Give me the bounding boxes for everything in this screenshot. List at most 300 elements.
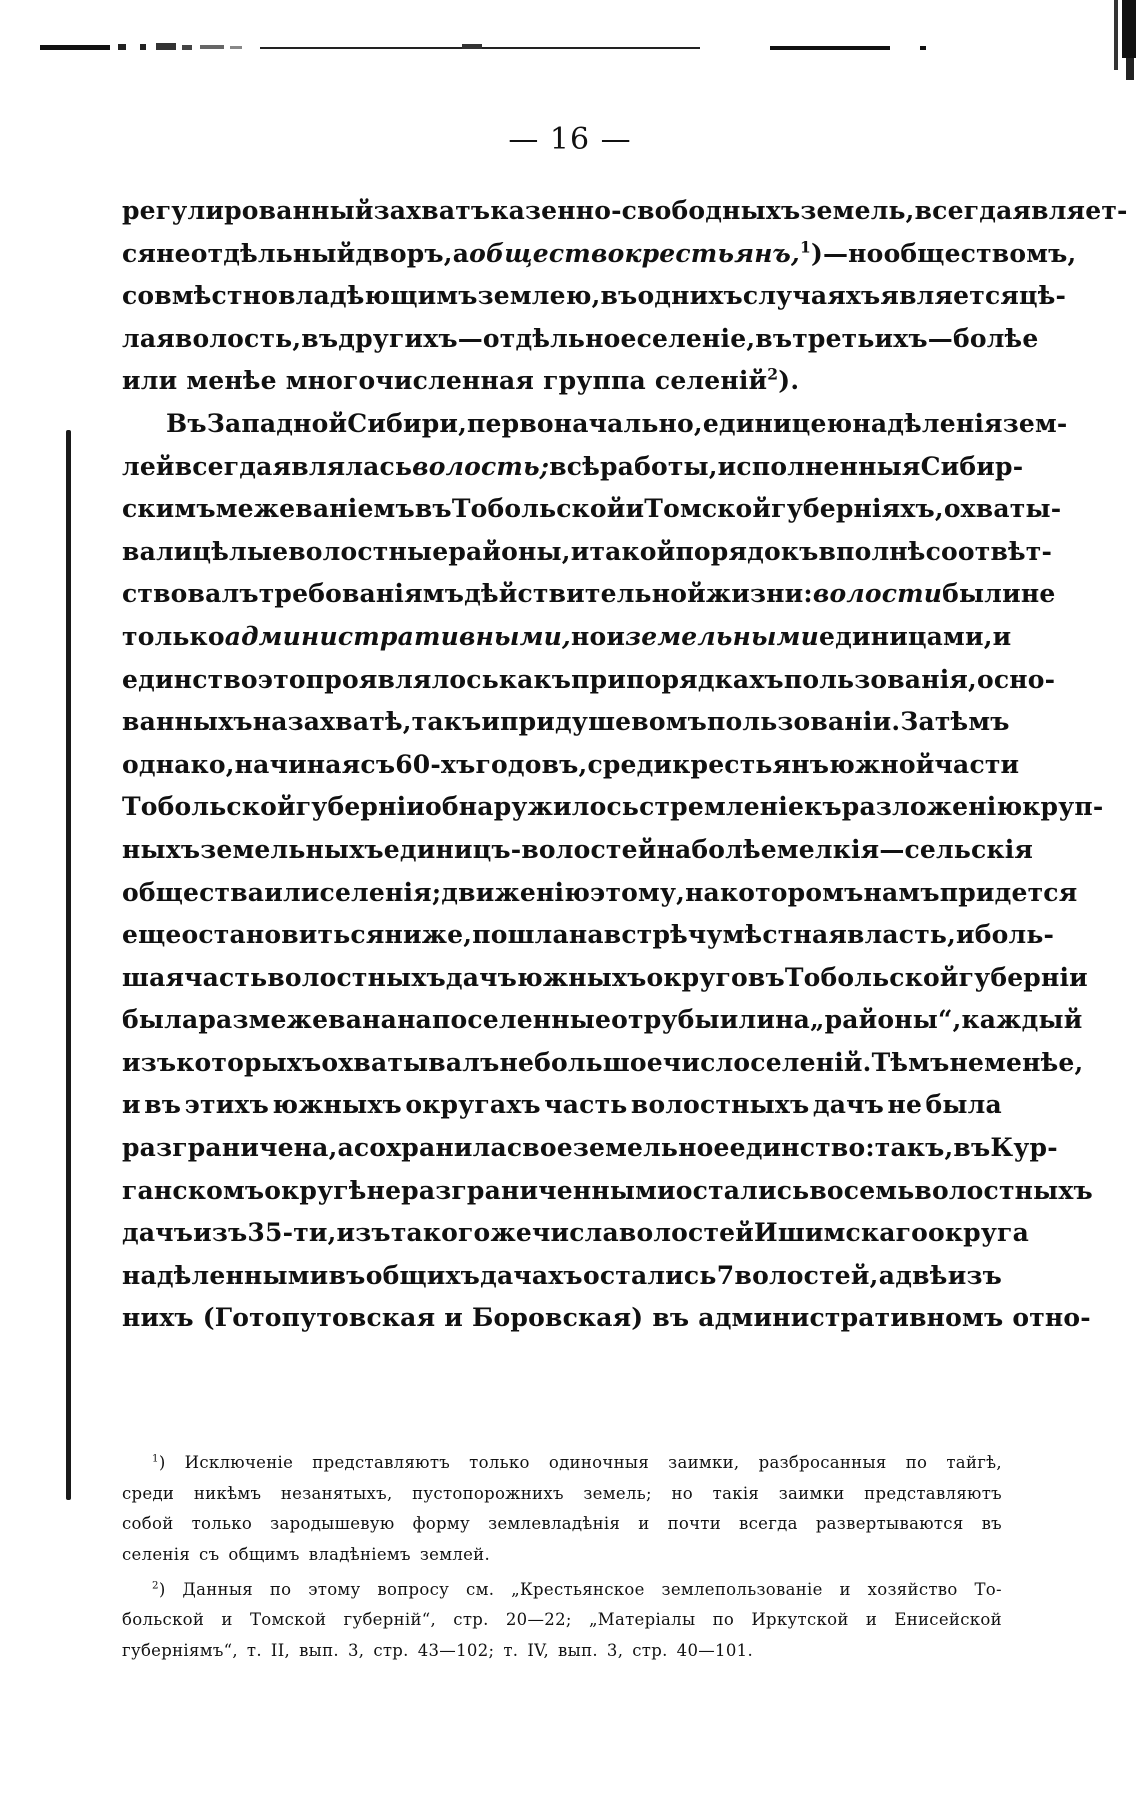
word: скимъ <box>122 494 216 524</box>
word: были <box>942 579 1021 609</box>
body-text-line <box>122 1127 1058 1170</box>
word: числа <box>532 1218 619 1248</box>
word: и <box>992 621 1012 651</box>
word: остановиться <box>181 920 385 950</box>
word: при <box>500 707 556 737</box>
word: вып. <box>299 1641 339 1661</box>
footnotes <box>122 1448 1002 1667</box>
word: $^2$) <box>152 1579 166 1599</box>
word: начиная <box>234 749 361 779</box>
word: т. <box>246 1641 262 1661</box>
word: единицею <box>702 408 853 438</box>
body-text-line <box>122 701 1010 744</box>
word: а <box>878 1260 896 1290</box>
word: „районы“, <box>809 1005 962 1035</box>
word: единицъ-волостей <box>383 834 657 864</box>
word: придется <box>939 877 1078 907</box>
word: такого <box>390 1218 491 1248</box>
body-text-line <box>122 360 1002 403</box>
word: губерніяхъ, <box>771 494 944 524</box>
body-text-line <box>122 829 1034 872</box>
word: Тобольской <box>122 792 296 822</box>
word: волостныхъ <box>630 1090 810 1120</box>
word: совмѣстно <box>122 281 279 311</box>
word: восемь <box>809 1175 915 1205</box>
word: „Крестьянское <box>511 1579 645 1599</box>
body-text-line <box>122 531 1053 574</box>
word: изъ <box>947 1260 1002 1290</box>
word: однако, <box>122 749 235 779</box>
word: 60-хъ <box>395 749 476 779</box>
word: Иркутской <box>751 1610 849 1630</box>
word: была <box>122 1005 199 1035</box>
word: на <box>252 707 288 737</box>
word: изъ <box>193 1218 248 1248</box>
word: и <box>839 1579 851 1599</box>
word: волостей, <box>734 1260 879 1290</box>
word: надѣленія <box>852 408 1003 438</box>
word: заимки <box>778 1483 845 1503</box>
word: округахъ <box>405 1090 541 1120</box>
word: а <box>452 238 470 268</box>
word: IV, <box>527 1641 550 1661</box>
word: среди <box>122 1483 175 1503</box>
word: $^1$) <box>152 1453 166 1472</box>
word: въ <box>953 1133 991 1163</box>
word: по <box>905 1453 928 1472</box>
word: Енисейской <box>894 1610 1002 1630</box>
word: землевладѣнія <box>488 1514 621 1534</box>
word: только <box>469 1453 530 1472</box>
word: разграничена, <box>122 1133 338 1163</box>
word: регулированный <box>122 196 374 225</box>
word: „Матеріалы <box>588 1610 696 1630</box>
word: на <box>685 877 720 907</box>
word: захватъ <box>373 196 491 225</box>
word: единство <box>122 664 258 694</box>
word: которыхъ <box>176 1047 322 1077</box>
word: отно- <box>1012 1303 1091 1333</box>
body-text-line <box>122 957 1088 1000</box>
word: мелкія—сельскія <box>776 834 1034 864</box>
word: южныхъ <box>516 962 647 992</box>
word: поселенные <box>431 1005 612 1035</box>
word: Тобольской <box>451 494 626 524</box>
word: двѣ <box>895 1260 948 1290</box>
word: и <box>570 536 590 566</box>
word: селеній. <box>750 1047 872 1077</box>
word: единство: <box>729 1133 875 1163</box>
word: Боровская) <box>472 1303 644 1333</box>
word: въ <box>981 1514 1002 1534</box>
word: третьихъ <box>792 323 928 353</box>
word: разложенію <box>841 792 1023 822</box>
word: всегда <box>739 1514 798 1534</box>
word: не <box>949 1047 985 1077</box>
footnote-line <box>122 1636 1002 1667</box>
word: часть <box>184 962 268 992</box>
word: южныхъ <box>272 1090 402 1120</box>
word: землей. <box>419 1545 491 1565</box>
word: дѣйствительной <box>464 579 706 609</box>
word: вопросу <box>377 1579 450 1599</box>
word: части <box>934 749 1020 779</box>
word: болѣе <box>691 834 777 864</box>
word: административными, <box>224 621 571 651</box>
word: 3, <box>606 1641 624 1661</box>
word: Ишимскаго <box>754 1218 929 1248</box>
word: заимки, <box>668 1453 740 1472</box>
word: лая <box>122 323 175 353</box>
word: волости <box>812 579 943 609</box>
word: въ <box>600 281 638 311</box>
word: среди <box>587 749 673 779</box>
word: 20—22; <box>505 1610 572 1630</box>
word: такъ, <box>874 1133 954 1163</box>
word: цѣлые <box>192 536 289 566</box>
footnote-line <box>122 1448 1002 1479</box>
word: Данныя <box>182 1579 253 1599</box>
body-text-line <box>122 446 1024 489</box>
footnote-line <box>122 1605 1002 1636</box>
word: собой <box>122 1514 174 1534</box>
word: развертываются <box>815 1514 964 1534</box>
word: 40—101. <box>676 1641 753 1661</box>
body-text-line <box>122 573 1056 616</box>
word: въ <box>301 323 339 353</box>
word: отдѣльный <box>190 238 356 268</box>
word: такъ <box>411 707 482 737</box>
word: владѣющимъ <box>278 281 478 311</box>
word: такой <box>589 536 676 566</box>
word: округѣ <box>264 1175 367 1205</box>
footnote-line <box>122 1509 1002 1540</box>
word: требованіямъ <box>258 579 465 609</box>
word: власть, <box>847 920 956 950</box>
word: представляютъ <box>864 1483 1002 1503</box>
word: многочисленная <box>285 366 535 396</box>
word: никѣмъ <box>193 1483 262 1503</box>
body-text-line <box>122 488 1062 531</box>
word: это <box>257 664 306 694</box>
word: этому, <box>590 877 686 907</box>
word: всѣ <box>549 451 600 481</box>
word: дворъ, <box>355 238 453 268</box>
word: землепользованіе <box>661 1579 823 1599</box>
body-text-line <box>122 786 1104 829</box>
word: земельное <box>572 1133 730 1163</box>
word: или <box>719 1005 776 1035</box>
word: хозяйство <box>867 1579 958 1599</box>
word: или <box>264 877 320 907</box>
word: обнаружилось <box>425 792 640 822</box>
word: Кур- <box>990 1133 1058 1163</box>
word: же <box>490 1218 532 1248</box>
word: крестьянъ <box>672 749 830 779</box>
word: пользованіи. <box>707 707 901 737</box>
word: въ <box>414 494 452 524</box>
word: и <box>865 1610 878 1630</box>
word: порядокъ <box>675 536 819 566</box>
word: не <box>1020 579 1056 609</box>
word: пустопорожнихъ <box>412 1483 564 1503</box>
word: случаяхъ <box>742 281 881 311</box>
word: изъ <box>336 1218 391 1248</box>
word: земель; <box>583 1483 652 1503</box>
body-text-line <box>122 1084 1002 1127</box>
word: движенію <box>441 877 591 907</box>
word: не <box>887 1090 923 1120</box>
word: соотвѣт- <box>925 536 1053 566</box>
word: круп- <box>1022 792 1104 822</box>
word: волостныхъ <box>267 962 446 992</box>
page-number: — 16 — <box>508 122 632 157</box>
word: размежевана <box>198 1005 398 1035</box>
word: другихъ—отдѣльное <box>338 323 637 353</box>
word: единицами, <box>819 621 993 651</box>
word: селеніе, <box>636 323 756 353</box>
word: т. <box>503 1641 519 1661</box>
word: селенія; <box>319 877 442 907</box>
word: волостныхъ <box>914 1175 1093 1205</box>
word: незанятыхъ, <box>280 1483 393 1503</box>
word: порядкахъ <box>626 664 784 694</box>
word: зародышевую <box>270 1514 395 1534</box>
word: нихъ <box>122 1303 194 1333</box>
word: боль- <box>974 920 1055 950</box>
word: а <box>337 1133 354 1163</box>
word: почти <box>667 1514 722 1534</box>
word: селенія <box>122 1545 191 1565</box>
word: въ <box>652 1303 690 1333</box>
word: такія <box>712 1483 760 1503</box>
word: къ <box>804 792 842 822</box>
word: каждый <box>961 1005 1083 1035</box>
word: одиночныя <box>548 1453 650 1472</box>
body-text-line <box>122 616 1012 659</box>
word: ствовалъ <box>122 579 259 609</box>
word: пошла <box>472 920 569 950</box>
word: и <box>221 1610 233 1630</box>
word: изъ <box>122 1047 177 1077</box>
body-text-line <box>122 659 1056 702</box>
word: неразграниченными <box>366 1175 676 1205</box>
body-text-line <box>122 999 1083 1042</box>
word: обществомъ, <box>883 238 1077 268</box>
word: районы, <box>448 536 571 566</box>
word: тайгѣ, <box>946 1453 1002 1472</box>
word: дачъ <box>122 1218 194 1248</box>
word: цѣ- <box>1019 281 1067 311</box>
body-text-line <box>122 872 1078 915</box>
word: То- <box>974 1579 1002 1599</box>
scan-edge-artifact <box>0 40 1140 70</box>
word: разбросанныя <box>758 1453 887 1472</box>
word: остались <box>582 1260 717 1290</box>
margin-marker-line <box>66 430 71 1500</box>
word: представляютъ <box>312 1453 451 1472</box>
body-text <box>122 190 1128 1340</box>
word: какъ <box>498 664 572 694</box>
word: съ <box>199 1545 220 1565</box>
word: Тѣмъ <box>871 1047 950 1077</box>
word: Сибир- <box>920 451 1024 481</box>
word: см. <box>466 1579 495 1599</box>
word: въ <box>755 323 793 353</box>
word: однихъ <box>637 281 743 311</box>
word: 43—102; <box>417 1641 495 1661</box>
word: работы, <box>599 451 718 481</box>
word: южной <box>829 749 935 779</box>
word: еще <box>122 920 182 950</box>
word: сохранила <box>353 1133 507 1163</box>
word: являлась <box>272 451 413 481</box>
word: шая <box>122 962 185 992</box>
body-text-line <box>122 403 1068 446</box>
word: Томской <box>644 494 772 524</box>
word: земельныхъ <box>200 834 384 864</box>
word: Въ <box>166 408 207 438</box>
word: часть <box>544 1090 628 1120</box>
word: Тобольской <box>784 962 959 992</box>
body-text-line <box>122 1212 1029 1255</box>
word: лей <box>122 451 175 481</box>
word: исполненныя <box>717 451 921 481</box>
word: волостные <box>288 536 449 566</box>
footnote-line <box>122 1575 1002 1606</box>
word: стр. <box>632 1641 668 1661</box>
word: зем- <box>1002 408 1068 438</box>
scan-edge-artifact <box>1110 0 1140 130</box>
word: и <box>606 621 626 651</box>
word: общихъ <box>365 1260 480 1290</box>
word: душевомъ <box>555 707 708 737</box>
word: волостей <box>618 1218 754 1248</box>
word: первоначально, <box>467 408 703 438</box>
word: группа <box>543 366 646 396</box>
word: владѣніемъ <box>308 1545 411 1565</box>
body-text-line <box>122 275 1067 318</box>
word: общества <box>122 877 265 907</box>
word: не <box>156 238 191 268</box>
footnote-line <box>122 1540 1002 1571</box>
word: селеній$^2$). <box>654 365 800 396</box>
word: въ <box>328 1260 366 1290</box>
word: 7 <box>716 1260 735 1290</box>
word: межеваніемъ <box>215 494 415 524</box>
word: губерніи <box>295 792 426 822</box>
body-text-line <box>122 1170 1093 1213</box>
word: вали <box>122 536 193 566</box>
word: менѣе, <box>984 1047 1084 1077</box>
word: землею, <box>477 281 601 311</box>
word: при <box>571 664 627 694</box>
word: больской <box>122 1610 205 1630</box>
word: Западной <box>206 408 348 438</box>
word: земельными <box>625 621 820 651</box>
body-text-line <box>122 1297 1091 1340</box>
word: губерніи <box>958 962 1088 992</box>
word: Исключеніе <box>184 1453 294 1472</box>
word: на <box>568 920 604 950</box>
word: волость; <box>412 451 550 481</box>
word: охваты- <box>943 494 1062 524</box>
word: 3, <box>347 1641 365 1661</box>
word: этому <box>308 1579 361 1599</box>
word: земель, <box>800 196 915 225</box>
word: но <box>671 1483 694 1503</box>
footnote-line <box>122 1479 1002 1510</box>
word: губерніямъ“, <box>122 1641 238 1661</box>
word: форму <box>412 1514 471 1534</box>
word: или <box>122 366 178 396</box>
word: на <box>656 834 692 864</box>
word: на <box>397 1005 432 1035</box>
word: и <box>625 494 645 524</box>
word: ниже, <box>384 920 473 950</box>
word: казенно-свободныхъ <box>490 196 801 225</box>
body-text-line <box>122 318 1039 361</box>
word: являет- <box>1012 196 1128 225</box>
word: число <box>662 1047 751 1077</box>
word: ванныхъ <box>122 707 253 737</box>
word: осно- <box>976 664 1056 694</box>
word: ся <box>122 238 157 268</box>
body-text-line <box>122 190 1128 233</box>
word: стремленіе <box>639 792 805 822</box>
word: административномъ <box>698 1303 1004 1333</box>
word: вып. <box>558 1641 598 1661</box>
word: намъ <box>863 877 940 907</box>
word: и <box>122 1090 141 1120</box>
word: только <box>122 621 225 651</box>
word: свое <box>506 1133 573 1163</box>
word: волость, <box>174 323 302 353</box>
word: на <box>775 1005 810 1035</box>
word: менѣе <box>186 366 277 396</box>
word: которомъ <box>719 877 864 907</box>
word: охватывалъ <box>321 1047 500 1077</box>
word: и <box>956 920 975 950</box>
word: (Готопутовская <box>202 1303 436 1333</box>
body-text-line <box>122 744 1020 787</box>
word: по <box>712 1610 735 1630</box>
word: и <box>444 1303 463 1333</box>
word: является <box>880 281 1020 311</box>
word: дачъ <box>445 962 517 992</box>
word: остались <box>675 1175 810 1205</box>
word: общество <box>469 238 625 268</box>
word: Затѣмъ <box>900 707 1010 737</box>
word: мѣстная <box>722 920 848 950</box>
word: въ <box>144 1090 182 1120</box>
word: стр. <box>453 1610 489 1630</box>
word: проявлялось <box>305 664 499 694</box>
word: II, <box>270 1641 291 1661</box>
word: 35-ти, <box>247 1218 337 1248</box>
word: встрѣчу <box>603 920 723 950</box>
word: Сибири, <box>347 408 468 438</box>
word: всегда <box>914 196 1013 225</box>
word: крестьянъ,$^1$)—но <box>624 237 884 268</box>
word: Томской <box>249 1610 327 1630</box>
word: по <box>269 1579 292 1599</box>
word: этихъ <box>184 1090 269 1120</box>
word: дачахъ <box>480 1260 583 1290</box>
word: вполнѣ <box>818 536 926 566</box>
word: пользованія, <box>783 664 977 694</box>
word: ганскомъ <box>122 1175 265 1205</box>
